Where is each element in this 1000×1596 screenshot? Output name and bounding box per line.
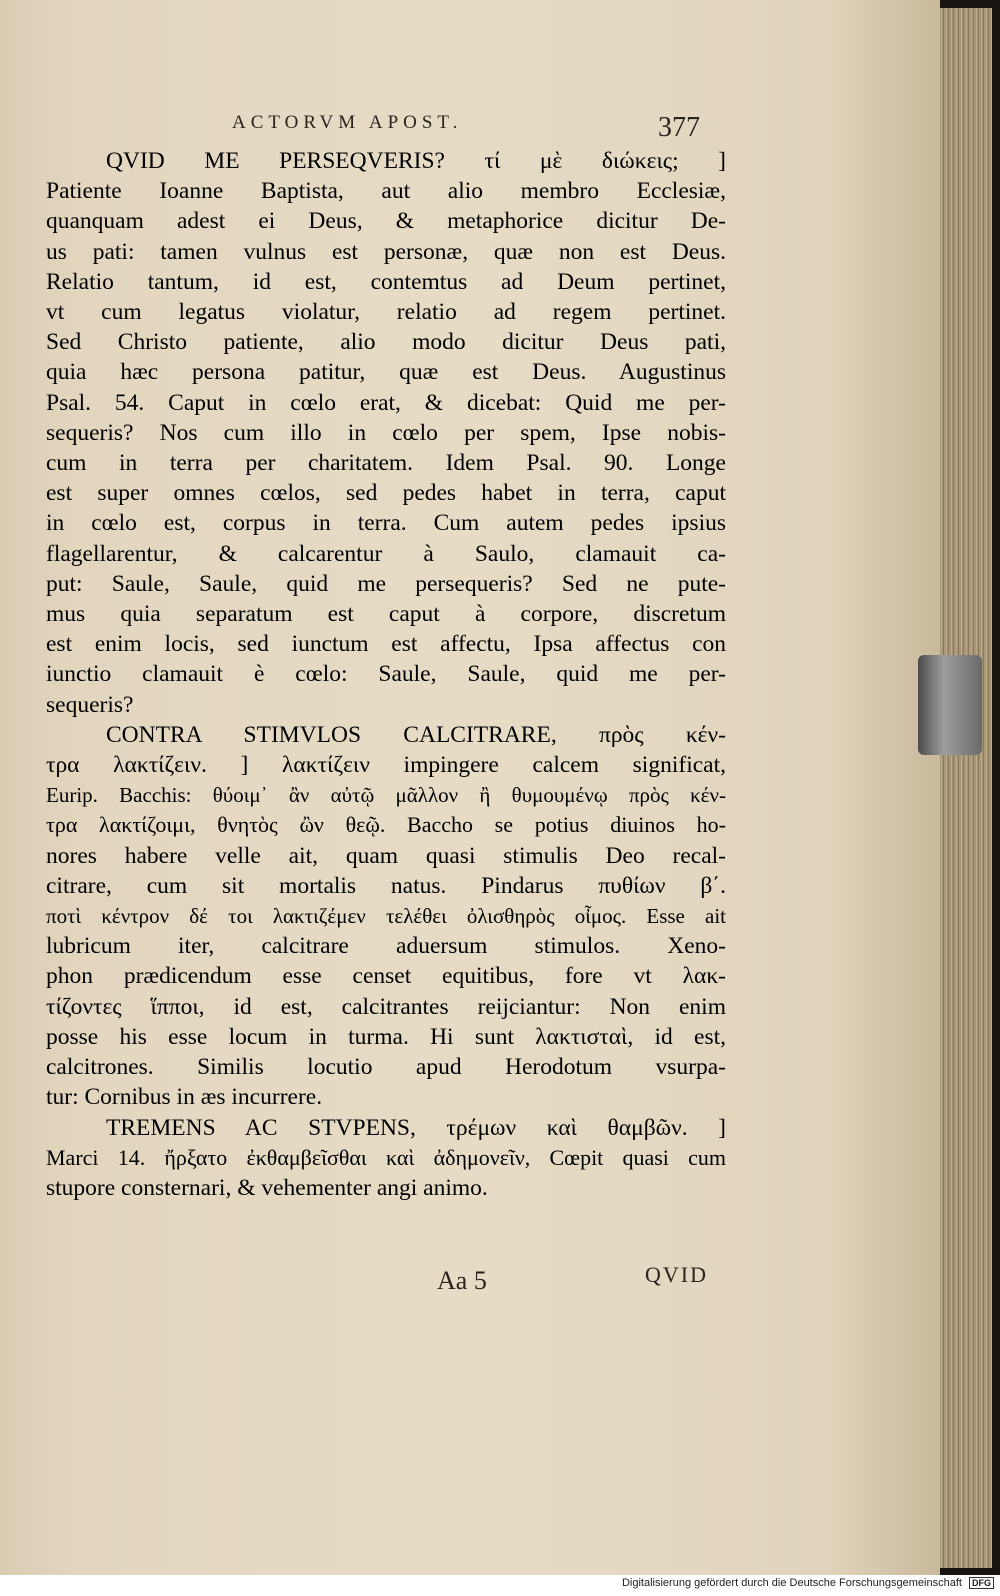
text-line: ποτὶ κέντρον δέ τοι λακτιζέμεν τελέθει ὀλισθηρὸς οἶμος. Esse ait <box>46 904 726 929</box>
text-line: vt cum legatus violatur, relatio ad regem pertinet. <box>46 299 726 326</box>
text-line: mus quia separatum est caput à corpore, discretum <box>46 601 726 628</box>
text-line: sequeris? Nos cum illo in cœlo per spem, Ipse nobis- <box>46 419 726 446</box>
text-line: tur: Cornibus in æs incurrere. <box>46 1084 323 1111</box>
text-line: τρα λακτίζειν. ] λακτίζειν impingere calcem significat, <box>46 752 726 779</box>
text-line: Patiente Ioanne Baptista, aut alio membro Ecclesiæ, <box>46 178 726 205</box>
text-line: sequeris? <box>46 691 134 718</box>
text-line: CONTRA STIMVLOS CALCITRARE, πρὸς κέν- <box>106 721 726 748</box>
page-number: 377 <box>658 112 700 143</box>
text-line: lubricum iter, calcitrare aduersum stimulos. Xeno- <box>46 933 726 960</box>
text-line: put: Saule, Saule, quid me persequeris? Sed ne pute- <box>46 570 726 597</box>
text-line: Sed Christo patiente, alio modo dicitur Deus pati, <box>46 329 726 356</box>
text-line: calcitrones. Similis locutio apud Herodotum vsurpa- <box>46 1054 726 1081</box>
text-line: QVID ME PERSEQVERIS? τί μὲ διώκεις; ] <box>106 148 726 174</box>
text-line: us pati: tamen vulnus est personæ, quæ non est Deus. <box>46 238 726 265</box>
text-line: quia hæc persona patitur, quæ est Deus. Augustinus <box>46 359 726 386</box>
footer-credit <box>622 1577 994 1589</box>
text-line: nores habere velle ait, quam quasi stimulis Deo recal- <box>46 842 726 869</box>
page-body <box>46 146 726 1203</box>
text-line: est enim locis, sed iunctum est affectu, Ipsa affectus con <box>46 631 726 658</box>
text-line: Psal. 54. Caput in cœlo erat, & dicebat: Quid me per- <box>46 389 726 416</box>
text-line: phon prædicendum esse censet equitibus, fore vt λακ- <box>46 963 726 990</box>
text-line: TREMENS AC STVPENS, τρέμων καὶ θαμβῶν. ] <box>106 1114 726 1141</box>
text-line: τίζοντες ἵπποι, id est, calcitrantes reijciantur: Non enim <box>46 993 726 1020</box>
text-line: quanquam adest ei Deus, & metaphorice dicitur De- <box>46 208 726 235</box>
text-line: in cœlo est, corpus in terra. Cum autem pedes ipsius <box>46 510 726 537</box>
text-line: τρα λακτίζοιμι, θνητὸς ὢν θεῷ. Baccho se potius diuinos ho- <box>46 812 726 838</box>
text-line: iunctio clamauit è cœlo: Saule, Saule, quid me per- <box>46 661 726 688</box>
text-line: posse his esse locum in turma. Hi sunt λακτισταὶ, id est, <box>46 1023 726 1050</box>
footer-text: Digitalisierung gefördert durch die Deutsche Forschungsgemeinschaft <box>621 1577 962 1589</box>
text-line: cum in terra per charitatem. Idem Psal. 90. Longe <box>46 450 726 477</box>
text-line: Marci 14. ἤρξατο ἐκθαμβεῖσθαι καὶ ἀδημονεῖν, Cœpit quasi cum <box>46 1144 726 1170</box>
page-clip <box>918 655 982 755</box>
text-line: Eurip. Bacchis: θύοιμ᾽ ἂν αὐτῷ μᾶλλον ἢ θυμουμένῳ πρὸς κέν- <box>46 783 726 808</box>
text-line: citrare, cum sit mortalis natus. Pindarus πυθίων β΄. <box>46 872 726 899</box>
text-line: Relatio tantum, id est, contemtus ad Deum pertinet, <box>46 268 726 295</box>
dfg-logo-icon: DFG <box>969 1577 994 1589</box>
text-line: est super omnes cœlos, sed pedes habet in terra, caput <box>46 480 726 507</box>
catchword: QVID <box>645 1262 708 1287</box>
text-line: stupore consternari, & vehementer angi animo. <box>46 1174 488 1201</box>
text-line: flagellarentur, & calcarentur à Saulo, clamauit ca- <box>46 540 726 567</box>
running-head: ACTORVM APOST. <box>232 112 463 133</box>
signature-mark: Aa 5 <box>437 1266 487 1295</box>
page-edges <box>940 8 992 1568</box>
